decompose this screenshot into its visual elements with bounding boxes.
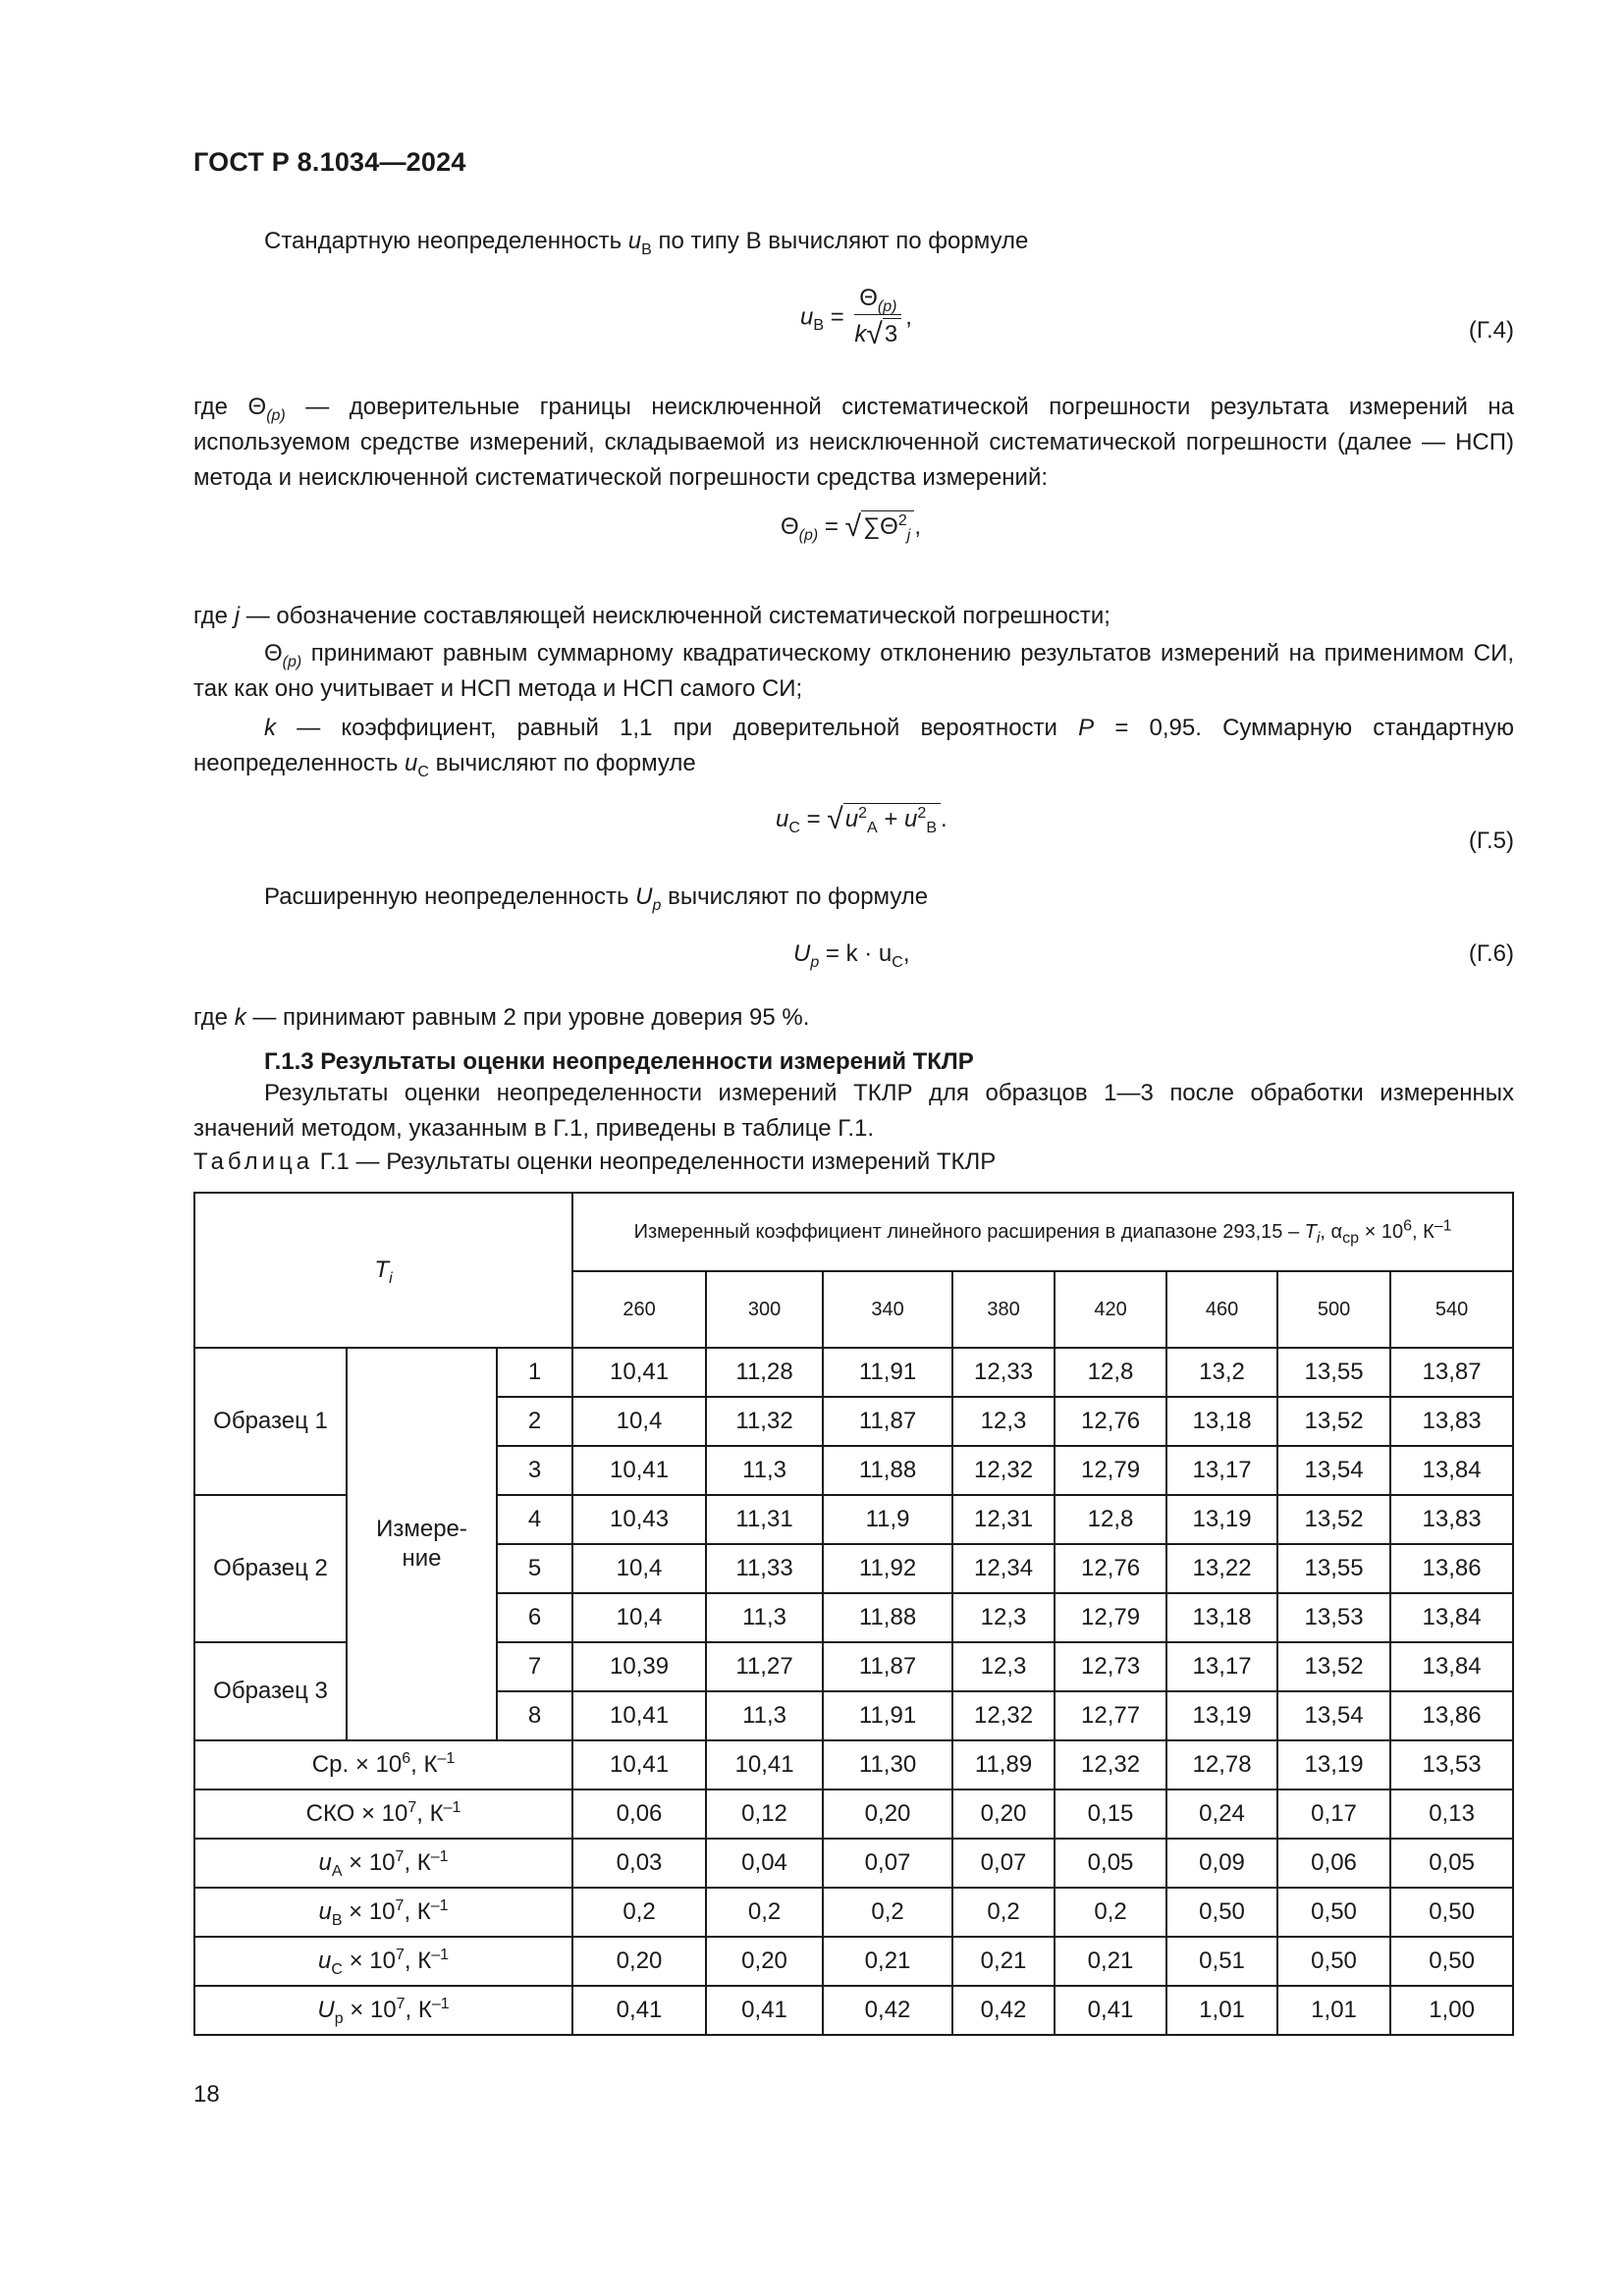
summary-row (194, 1789, 1513, 1839)
paragraph-results: Результаты оценки неопределенности измерений ТКЛР для образцов 1—3 после обработки измеренных значений методом, указанным в Г.1, приведены в таблице Г.1. (193, 1080, 1514, 1142)
text-fragment: по типу B вычисляют по формуле (658, 228, 1029, 254)
value-cell: 13,84 (1390, 1593, 1513, 1642)
text-fragment: — доверительные границы неисключенной систематической погрешности результата измерений на используемом средстве измерений, складываемой из неисключенной систематической погрешности (далее — НСП) метода и неисключенной систематической погрешности средства измерений: (193, 394, 1514, 491)
sup: 7 (395, 1947, 405, 1963)
value-cell: 0,17 (1277, 1789, 1390, 1839)
value-cell: 12,76 (1055, 1397, 1166, 1446)
paragraph-theta-definition (193, 390, 1514, 496)
value-cell: 12,79 (1055, 1446, 1166, 1495)
value-cell: 0,24 (1166, 1789, 1277, 1839)
label-text: , К (405, 1997, 432, 2023)
numerator (854, 285, 901, 315)
value-cell: 0,20 (572, 1937, 706, 1986)
value-cell: 11,3 (706, 1446, 823, 1495)
value-cell: 0,42 (952, 1986, 1055, 2035)
sub: p (334, 2009, 344, 2027)
value-cell: 12,32 (952, 1691, 1055, 1740)
var-u: u (627, 228, 642, 254)
measurement-number-cell: 6 (497, 1593, 572, 1642)
value-cell: 0,06 (572, 1789, 706, 1839)
value-cell: 11,91 (823, 1691, 952, 1740)
value-cell: 13,55 (1277, 1544, 1390, 1593)
sub: B (331, 1911, 343, 1929)
value-cell: 13,52 (1277, 1397, 1390, 1446)
value-cell: 11,32 (706, 1397, 823, 1446)
text-fragment: Измеренный коэффициент линейного расширения в диапазоне 293,15 – (633, 1220, 1300, 1243)
value-cell: 12,77 (1055, 1691, 1166, 1740)
value-cell: 10,4 (572, 1397, 706, 1446)
text-fragment: = 0,95. Суммарную стандартную неопределенность (193, 715, 1515, 776)
value-cell: 0,04 (706, 1839, 823, 1888)
value-cell: 0,05 (1390, 1839, 1513, 1888)
measurement-number-cell: 4 (497, 1495, 572, 1544)
radical-sign: √ (844, 510, 862, 543)
label-var: u (318, 1898, 332, 1925)
var-T: T (374, 1256, 390, 1283)
label-text: × 10 (342, 1849, 396, 1876)
value-cell: 13,18 (1166, 1593, 1277, 1642)
value-cell: 11,28 (706, 1348, 823, 1397)
value-cell: 12,76 (1055, 1544, 1166, 1593)
comma: , (902, 940, 910, 967)
text-fragment: где (193, 603, 229, 629)
value-cell: 12,3 (952, 1642, 1055, 1691)
label-text: , К (416, 1800, 444, 1827)
sup: 7 (395, 1848, 405, 1865)
value-cell: 0,05 (1055, 1839, 1166, 1888)
comma: , (905, 303, 912, 331)
measurement-number-cell: 5 (497, 1544, 572, 1593)
sub: C (331, 1960, 343, 1978)
sub: B (926, 819, 937, 836)
value-cell: 11,3 (706, 1691, 823, 1740)
var: k (854, 321, 867, 347)
sub: C (892, 953, 903, 971)
value-cell: 10,39 (572, 1642, 706, 1691)
value-cell: 1,00 (1390, 1986, 1513, 2035)
paragraph-expanded (264, 880, 928, 915)
plus: + (884, 806, 898, 832)
value-cell: 0,15 (1055, 1789, 1166, 1839)
var-P: P (1078, 715, 1095, 741)
value-cell: 0,41 (1055, 1986, 1166, 2035)
value-cell: 11,88 (823, 1593, 952, 1642)
sup: 7 (396, 1996, 406, 2012)
page-number: 18 (193, 2081, 220, 2108)
value-cell: 12,32 (1055, 1740, 1166, 1789)
text-fragment: , α (1320, 1220, 1343, 1243)
text-fragment: вычисляют по формуле (435, 750, 696, 776)
text-fragment: где Θ (193, 394, 267, 420)
text-fragment: Расширенную неопределенность (264, 883, 629, 910)
value-cell: 11,91 (823, 1348, 952, 1397)
equation-number-g4: (Г.4) (1468, 317, 1514, 344)
value-cell: 13,19 (1166, 1495, 1277, 1544)
summary-row (194, 1937, 1513, 1986)
measurement-number-cell: 3 (497, 1446, 572, 1495)
label-text: , К (404, 1948, 432, 1974)
temperature-cell: 540 (1390, 1271, 1513, 1348)
sub: p (652, 896, 662, 914)
value-cell: 11,87 (823, 1642, 952, 1691)
radicand (861, 510, 914, 544)
value-cell: 13,19 (1277, 1740, 1390, 1789)
value-cell: 10,41 (572, 1348, 706, 1397)
formula-theta-sum (781, 510, 921, 544)
value-cell: 13,19 (1166, 1691, 1277, 1740)
eq-sign: = (824, 513, 839, 540)
temperature-cell: 380 (952, 1271, 1055, 1348)
sup: 7 (407, 1799, 417, 1816)
summary-label-cell (194, 1986, 572, 2035)
paragraph-k-value (193, 1000, 809, 1036)
value-cell: 12,73 (1055, 1642, 1166, 1691)
var: T (1304, 1220, 1317, 1243)
value-cell: 0,07 (952, 1839, 1055, 1888)
value-cell: 11,3 (706, 1593, 823, 1642)
value-cell: 0,06 (1277, 1839, 1390, 1888)
temperature-cell: 260 (572, 1271, 706, 1348)
value-cell: 0,21 (952, 1937, 1055, 1986)
var: u (844, 806, 859, 832)
summary-label-cell (194, 1740, 572, 1789)
temperature-cell: 460 (1166, 1271, 1277, 1348)
sup: 2 (897, 512, 907, 529)
equation-number-g6: (Г.6) (1468, 940, 1514, 967)
sub: C (417, 763, 429, 780)
table-caption (193, 1148, 996, 1176)
value-cell: 13,52 (1277, 1642, 1390, 1691)
sample-cell: Образец 1 (194, 1348, 347, 1495)
value-cell: 13,84 (1390, 1446, 1513, 1495)
value-cell: 13,18 (1166, 1397, 1277, 1446)
label-text: × 10 (343, 1997, 397, 2023)
sub: i (1316, 1229, 1321, 1247)
value-cell: 13,87 (1390, 1348, 1513, 1397)
value-cell: 13,53 (1277, 1593, 1390, 1642)
value-cell: 13,17 (1166, 1446, 1277, 1495)
text-fragment: — принимают равным 2 при уровне доверия 95 %. (252, 1004, 810, 1031)
value-cell: 13,83 (1390, 1397, 1513, 1446)
value-cell: 10,43 (572, 1495, 706, 1544)
denominator (854, 315, 901, 351)
var-j: j (234, 603, 241, 629)
value-cell: 0,20 (952, 1789, 1055, 1839)
label-var: u (318, 1948, 332, 1974)
sub: (p) (798, 526, 819, 544)
summary-row (194, 1740, 1513, 1789)
expr: = k · u (825, 940, 893, 967)
var: u (800, 303, 814, 331)
value-cell: 10,41 (572, 1446, 706, 1495)
sup: –1 (431, 1996, 450, 2012)
value-cell: 11,9 (823, 1495, 952, 1544)
span-header-cell (572, 1193, 1513, 1271)
paragraph-theta-sko (193, 636, 1514, 707)
text-fragment: принимают равным суммарному квадратическому отклонению результатов измерений на применимом СИ, так как оно учитывает и НСП метода и НСП самого СИ; (193, 640, 1514, 702)
sub: C (788, 819, 800, 836)
label-var: U (317, 1997, 335, 2023)
value-cell: 12,8 (1055, 1348, 1166, 1397)
sub: (p) (266, 406, 286, 424)
value-cell: 0,21 (823, 1937, 952, 1986)
value-cell: 12,8 (1055, 1495, 1166, 1544)
theta: Θ (781, 513, 799, 540)
value-cell: 13,54 (1277, 1446, 1390, 1495)
value-cell: 10,41 (572, 1740, 706, 1789)
summary-row (194, 1839, 1513, 1888)
var: u (776, 806, 789, 832)
radicand: 3 (883, 318, 901, 348)
value-cell: 10,41 (572, 1691, 706, 1740)
eq-sign: = (830, 303, 844, 331)
value-cell: 0,13 (1390, 1789, 1513, 1839)
value-cell: 11,87 (823, 1397, 952, 1446)
text-fragment: × 10 (1364, 1220, 1404, 1243)
var-k: k (264, 715, 276, 741)
equation-number-g5: (Г.5) (1468, 828, 1514, 854)
value-cell: 0,09 (1166, 1839, 1277, 1888)
value-cell: 0,50 (1390, 1937, 1513, 1986)
sum-theta: ∑Θ (863, 513, 898, 540)
paragraph-k-coefficient (193, 711, 1514, 781)
sub: B (641, 240, 652, 258)
value-cell: 13,52 (1277, 1495, 1390, 1544)
label-text: , К (404, 1849, 431, 1876)
summary-label-cell (194, 1937, 572, 1986)
value-cell: 13,54 (1277, 1691, 1390, 1740)
label-text: , К (410, 1751, 438, 1778)
sub: (p) (282, 653, 302, 670)
sup: –1 (431, 1947, 450, 1963)
theta: Θ (859, 285, 878, 311)
label-text: , К (404, 1898, 431, 1925)
temperature-cell: 340 (823, 1271, 952, 1348)
value-cell: 13,86 (1390, 1544, 1513, 1593)
value-cell: 0,50 (1277, 1888, 1390, 1937)
value-cell: 11,92 (823, 1544, 952, 1593)
sub: A (331, 1862, 343, 1880)
sub: (p) (877, 297, 897, 315)
value-cell: 0,51 (1166, 1937, 1277, 1986)
corner-cell (194, 1193, 572, 1348)
value-cell: 11,88 (823, 1446, 952, 1495)
sub: p (810, 953, 820, 971)
value-cell: 1,01 (1277, 1986, 1390, 2035)
measurement-number-cell: 1 (497, 1348, 572, 1397)
value-cell: 12,33 (952, 1348, 1055, 1397)
paragraph-intro (264, 224, 1028, 259)
label-text: × 10 (342, 1948, 396, 1974)
sample-cell: Образец 3 (194, 1642, 347, 1740)
radical-sign: √ (866, 318, 883, 350)
value-cell: 0,42 (823, 1986, 952, 2035)
sup: 6 (402, 1750, 411, 1767)
label-var: Ср. × 10 (311, 1751, 403, 1778)
value-cell: 13,2 (1166, 1348, 1277, 1397)
value-cell: 12,34 (952, 1544, 1055, 1593)
value-cell: 0,20 (823, 1789, 952, 1839)
sup: 6 (1403, 1216, 1412, 1234)
value-cell: 10,41 (706, 1740, 823, 1789)
document-header: ГОСТ Р 8.1034—2024 (193, 147, 466, 177)
section-title: Г.1.3 Результаты оценки неопределенности измерений ТКЛР (264, 1048, 974, 1075)
value-cell: 0,21 (1055, 1937, 1166, 1986)
label-var: СКО × 10 (305, 1800, 408, 1827)
value-cell: 12,79 (1055, 1593, 1166, 1642)
results-table (193, 1192, 1514, 2036)
sup: –1 (437, 1750, 456, 1767)
sample-cell: Образец 2 (194, 1495, 347, 1642)
value-cell: 13,53 (1390, 1740, 1513, 1789)
radicand (843, 803, 941, 836)
formula-g4 (800, 285, 912, 351)
caption-word: Таблица (193, 1148, 314, 1175)
value-cell: 0,50 (1390, 1888, 1513, 1937)
value-cell: 0,07 (823, 1839, 952, 1888)
value-cell: 12,3 (952, 1397, 1055, 1446)
var-k: k (234, 1004, 246, 1031)
theta: Θ (264, 640, 283, 667)
var: U (793, 940, 811, 967)
value-cell: 10,4 (572, 1593, 706, 1642)
measurement-label-cell: Измере- ние (347, 1348, 497, 1740)
sup: –1 (430, 1897, 449, 1914)
sup: 7 (395, 1897, 405, 1914)
measurement-number-cell: 2 (497, 1397, 572, 1446)
sub: j (906, 526, 911, 544)
sup: 2 (917, 805, 927, 822)
label-var: u (318, 1849, 332, 1876)
fraction (854, 285, 901, 351)
formula-g6 (793, 940, 910, 971)
temperature-cell: 300 (706, 1271, 823, 1348)
value-cell: 10,4 (572, 1544, 706, 1593)
paragraph-j (193, 599, 1110, 634)
summary-label-cell (194, 1789, 572, 1839)
sup: 2 (858, 805, 868, 822)
value-cell: 13,84 (1390, 1642, 1513, 1691)
var-u: u (405, 750, 418, 776)
value-cell: 13,17 (1166, 1642, 1277, 1691)
value-cell: 13,86 (1390, 1691, 1513, 1740)
value-cell: 12,78 (1166, 1740, 1277, 1789)
value-cell: 12,32 (952, 1446, 1055, 1495)
sup: –1 (430, 1848, 449, 1865)
value-cell: 0,50 (1166, 1888, 1277, 1937)
var-U: U (635, 883, 653, 910)
text-fragment: Стандартную неопределенность (264, 228, 623, 254)
value-cell: 0,2 (706, 1888, 823, 1937)
eq-sign: = (806, 806, 821, 832)
radical-sign: √ (827, 803, 843, 835)
sup: –1 (443, 1799, 461, 1816)
value-cell: 13,22 (1166, 1544, 1277, 1593)
table-header-row (194, 1193, 1513, 1271)
text-fragment: — коэффициент, равный 1,1 при доверительной вероятности (297, 715, 1057, 741)
summary-label-cell (194, 1888, 572, 1937)
value-cell: 13,55 (1277, 1348, 1390, 1397)
measurement-number-cell: 7 (497, 1642, 572, 1691)
caption-text: Г.1 — Результаты оценки неопределенности измерений ТКЛР (319, 1148, 997, 1175)
comma: , (914, 513, 921, 540)
sub: ср (1342, 1229, 1360, 1247)
value-cell: 11,27 (706, 1642, 823, 1691)
summary-row (194, 1986, 1513, 2035)
value-cell: 0,2 (823, 1888, 952, 1937)
sub: i (389, 1269, 393, 1287)
summary-row (194, 1888, 1513, 1937)
label-text: × 10 (342, 1898, 396, 1925)
dot: . (940, 806, 947, 832)
sub: B (813, 317, 825, 335)
formula-g5 (776, 803, 947, 836)
value-cell: 0,41 (706, 1986, 823, 2035)
sup: –1 (1434, 1216, 1452, 1234)
value-cell: 13,83 (1390, 1495, 1513, 1544)
var: u (904, 806, 918, 832)
text-fragment: где (193, 1004, 229, 1031)
value-cell: 1,01 (1166, 1986, 1277, 2035)
value-cell: 11,33 (706, 1544, 823, 1593)
value-cell: 0,2 (572, 1888, 706, 1937)
temperature-cell: 420 (1055, 1271, 1166, 1348)
value-cell: 0,20 (706, 1937, 823, 1986)
sub: A (867, 819, 878, 836)
value-cell: 11,31 (706, 1495, 823, 1544)
text-fragment: вычисляют по формуле (668, 883, 929, 910)
measurement-number-cell: 8 (497, 1691, 572, 1740)
text-fragment: , К (1411, 1220, 1435, 1243)
temperature-cell: 500 (1277, 1271, 1390, 1348)
summary-label-cell (194, 1839, 572, 1888)
value-cell: 0,12 (706, 1789, 823, 1839)
text-fragment: — обозначение составляющей неисключенной систематической погрешности; (245, 603, 1110, 629)
value-cell: 11,30 (823, 1740, 952, 1789)
value-cell: 11,89 (952, 1740, 1055, 1789)
value-cell: 12,3 (952, 1593, 1055, 1642)
value-cell: 12,31 (952, 1495, 1055, 1544)
value-cell: 0,03 (572, 1839, 706, 1888)
value-cell: 0,50 (1277, 1937, 1390, 1986)
table-row (194, 1348, 1513, 1397)
value-cell: 0,2 (1055, 1888, 1166, 1937)
value-cell: 0,41 (572, 1986, 706, 2035)
value-cell: 0,2 (952, 1888, 1055, 1937)
